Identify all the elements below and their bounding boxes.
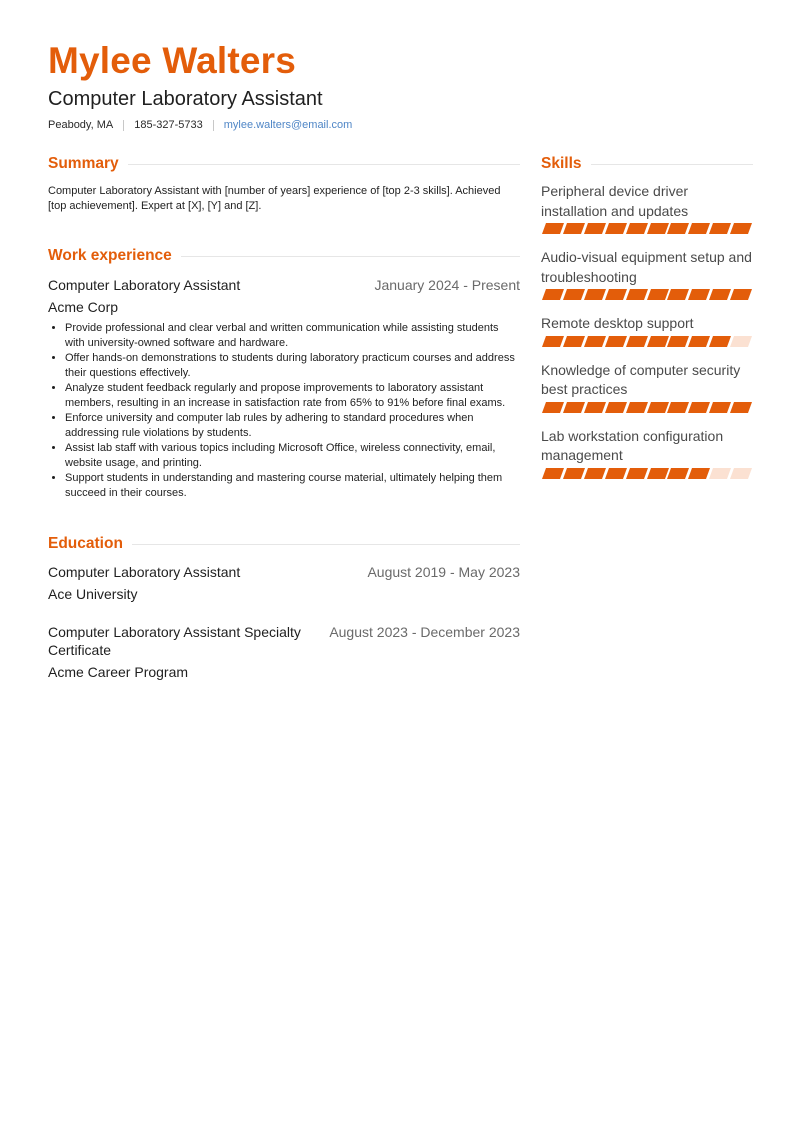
summary-header bbox=[48, 154, 520, 174]
skill-segment-filled bbox=[542, 223, 564, 234]
skill-segment-filled bbox=[542, 336, 564, 347]
skill-segment-filled bbox=[667, 336, 689, 347]
skill-segment-filled bbox=[688, 336, 710, 347]
contact-divider bbox=[213, 120, 214, 131]
education-section bbox=[48, 534, 520, 681]
email-link[interactable]: mylee.walters@email.com bbox=[223, 119, 353, 131]
skill-segment-filled bbox=[730, 289, 752, 300]
education-school: Ace University bbox=[48, 586, 138, 602]
skill-segment-filled bbox=[647, 336, 669, 347]
skill-segment-filled bbox=[667, 402, 689, 413]
skill-name: Remote desktop support bbox=[541, 315, 694, 331]
contact-line bbox=[48, 119, 352, 131]
skill-segment-filled bbox=[667, 223, 689, 234]
location-text: Peabody, MA bbox=[48, 119, 114, 131]
skill-level-bar bbox=[544, 336, 753, 347]
skills-header bbox=[541, 154, 753, 174]
education-degree: Computer Laboratory Assistant Specialty Certificate bbox=[48, 624, 301, 658]
skill-segment-filled bbox=[647, 289, 669, 300]
skill-segment-filled bbox=[605, 468, 627, 479]
skill-segment-filled bbox=[563, 336, 585, 347]
skill-segment-filled bbox=[709, 336, 731, 347]
skill-segment-filled bbox=[709, 289, 731, 300]
education-row bbox=[48, 623, 520, 659]
work-section bbox=[48, 246, 520, 501]
education-entry bbox=[48, 623, 520, 681]
skill-segment-filled bbox=[688, 223, 710, 234]
skill-segment-empty bbox=[730, 468, 752, 479]
skill-item bbox=[541, 427, 753, 479]
education-degree: Computer Laboratory Assistant bbox=[48, 564, 241, 580]
skill-segment-filled bbox=[709, 223, 731, 234]
skill-name: Lab workstation configuration management bbox=[541, 427, 724, 463]
skill-segment-filled bbox=[626, 289, 648, 300]
skill-level-bar bbox=[544, 402, 753, 413]
skill-segment-filled bbox=[605, 402, 627, 413]
skill-name: Audio-visual equipment setup and troubleshooting bbox=[541, 249, 752, 285]
skill-segment-filled bbox=[584, 402, 606, 413]
education-dates: August 2023 - December 2023 bbox=[329, 624, 520, 640]
job-bullet: • Support students in understanding and mastering course material, ultimately helping them succeed in their courses. bbox=[65, 471, 520, 501]
skill-segment-filled bbox=[667, 289, 689, 300]
skill-segment-filled bbox=[563, 468, 585, 479]
skills-heading: Skills bbox=[541, 155, 582, 172]
phone-text: 185-327-5733 bbox=[134, 119, 203, 131]
section-rule bbox=[128, 164, 520, 165]
skill-level-bar bbox=[544, 223, 753, 234]
skill-segment-filled bbox=[584, 223, 606, 234]
skill-segment-filled bbox=[688, 289, 710, 300]
contact-divider bbox=[123, 120, 124, 131]
skill-segment-filled bbox=[626, 402, 648, 413]
skills-list bbox=[541, 182, 753, 479]
education-heading: Education bbox=[48, 535, 123, 552]
education-row bbox=[48, 563, 520, 581]
skill-segment-empty bbox=[709, 468, 731, 479]
skill-item bbox=[541, 182, 753, 234]
skill-name: Knowledge of computer security best practices bbox=[541, 361, 741, 397]
skill-segment-filled bbox=[647, 468, 669, 479]
candidate-name: Mylee Walters bbox=[48, 40, 296, 81]
skill-segment-filled bbox=[626, 468, 648, 479]
job-entry bbox=[48, 276, 520, 501]
work-header bbox=[48, 246, 520, 266]
skill-segment-filled bbox=[605, 336, 627, 347]
job-bullet: • Provide professional and clear verbal and written communication while assisting students with university-owned software and hardware. bbox=[65, 321, 520, 351]
skill-item bbox=[541, 314, 753, 347]
skill-segment-filled bbox=[688, 402, 710, 413]
job-bullet: • Enforce university and computer lab rules by adhering to standard procedures when addressing rule violations by students. bbox=[65, 411, 520, 441]
education-entry bbox=[48, 563, 520, 603]
skill-segment-filled bbox=[542, 289, 564, 300]
section-rule bbox=[181, 256, 520, 257]
main-column bbox=[48, 154, 520, 681]
skill-segment-filled bbox=[730, 402, 752, 413]
job-role: Computer Laboratory Assistant bbox=[48, 277, 241, 293]
job-dates: January 2024 - Present bbox=[374, 277, 520, 293]
work-heading: Work experience bbox=[48, 247, 172, 264]
skill-segment-filled bbox=[709, 402, 731, 413]
skill-segment-filled bbox=[626, 336, 648, 347]
job-bullets bbox=[48, 321, 520, 501]
section-rule bbox=[591, 164, 754, 165]
skill-name: Peripheral device driver installation and updates bbox=[541, 183, 689, 219]
skill-segment-filled bbox=[584, 336, 606, 347]
skill-segment-filled bbox=[542, 402, 564, 413]
summary-text: Computer Laboratory Assistant with [number of years] experience of [top 2-3 skills]. Achieved [top achievement]. Expert at [X], [Y] and [Z]. bbox=[48, 185, 501, 212]
skill-segment-filled bbox=[626, 223, 648, 234]
job-company: Acme Corp bbox=[48, 299, 119, 315]
skill-item bbox=[541, 248, 753, 300]
skill-segment-filled bbox=[542, 468, 564, 479]
skill-segment-filled bbox=[563, 402, 585, 413]
skill-segment-filled bbox=[667, 468, 689, 479]
skill-segment-filled bbox=[605, 289, 627, 300]
job-row bbox=[48, 276, 520, 294]
education-dates: August 2019 - May 2023 bbox=[367, 564, 520, 580]
summary-heading: Summary bbox=[48, 155, 119, 172]
skill-level-bar bbox=[544, 289, 753, 300]
candidate-title: Computer Laboratory Assistant bbox=[48, 88, 323, 110]
skill-segment-filled bbox=[605, 223, 627, 234]
skill-level-bar bbox=[544, 468, 753, 479]
skill-segment-filled bbox=[584, 468, 606, 479]
job-bullet: • Assist lab staff with various topics including Microsoft Office, wireless connectivity, email, website usage, and printing. bbox=[65, 441, 520, 471]
skill-segment-filled bbox=[563, 223, 585, 234]
skill-segment-filled bbox=[730, 223, 752, 234]
sidebar-column bbox=[541, 154, 753, 493]
skill-segment-filled bbox=[647, 223, 669, 234]
skill-segment-empty bbox=[730, 336, 752, 347]
education-school: Acme Career Program bbox=[48, 664, 189, 680]
skill-segment-filled bbox=[688, 468, 710, 479]
skill-segment-filled bbox=[584, 289, 606, 300]
skill-segment-filled bbox=[647, 402, 669, 413]
section-rule bbox=[132, 544, 520, 545]
skill-item bbox=[541, 361, 753, 413]
job-bullet: • Offer hands-on demonstrations to students during laboratory practicum courses and address their questions effectively. bbox=[65, 351, 520, 381]
education-header bbox=[48, 534, 520, 554]
summary-section bbox=[48, 154, 520, 214]
skills-section bbox=[541, 154, 753, 479]
skill-segment-filled bbox=[563, 289, 585, 300]
job-bullet: • Analyze student feedback regularly and propose improvements to laboratory assistant members, resulting in an increase in satisfaction rate from 65% to 91% before final exams. bbox=[65, 381, 520, 411]
